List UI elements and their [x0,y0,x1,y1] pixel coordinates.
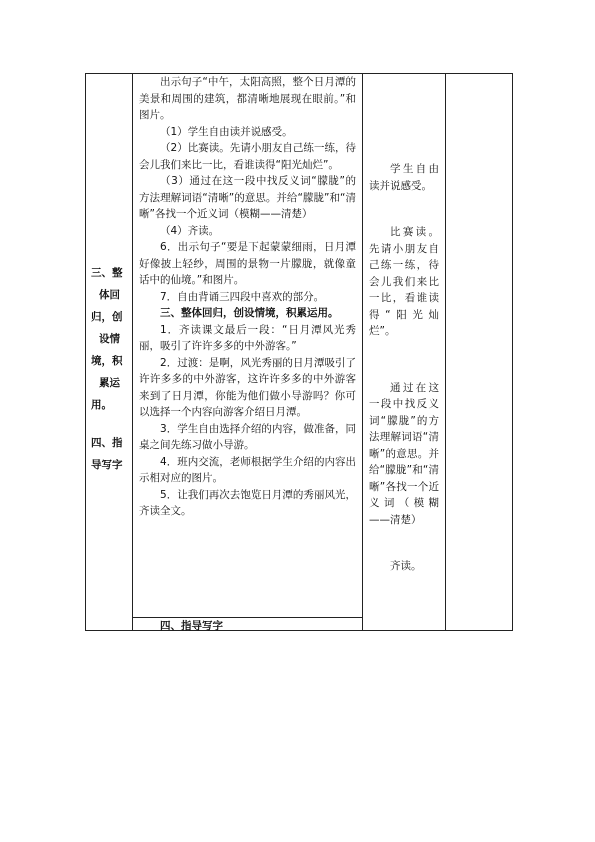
section-heading: 三、整体回归，创设情境，积累运用。 [160,307,339,319]
activity-paragraph: 6．出示句子“要是下起蒙蒙细雨，日月潭好像披上轻纱，周围的景物一片朦胧，就像童话中的仙境。”和图片。 [139,241,356,286]
activity-paragraph: （2）比赛读。先请小朋友自己练一练，待会儿我们来比一比，看谁读得“阳光灿烂”。 [139,142,356,171]
stage-label-line: 四、指 [91,437,123,449]
activity-paragraph: 2．过渡：是啊，风光秀丽的日月潭吸引了许许多多的中外游客，这许许多多的中外游客来到了日月潭，你能为他们做小导游吗？你可以选择一个内容向游客介绍日月潭。 [139,356,356,418]
stage-label-line: 体回 [99,289,120,301]
stage-label-line: 三、整 [91,267,123,279]
notes-column [446,74,513,631]
activity-paragraph: 1．齐读课文最后一段：“日月潭风光秀丽，吸引了许许多多的中外游客。” [139,323,356,352]
activity-paragraph: 4．班内交流，老师根据学生介绍的内容出示相对应的图片。 [139,455,356,484]
lesson-plan-table [85,73,513,631]
activity-paragraph: 5．让我们再次去饱览日月潭的秀丽风光，齐读全文。 [139,488,356,517]
stage-label-line: 导写字 [91,459,123,471]
activity-paragraph: （4）齐读。 [160,224,220,237]
stage-label-line: 归，创 [91,311,123,323]
activity-paragraph: （1）学生自由读并说感受。 [160,125,293,138]
section-heading: 四、指导写字 [160,620,223,632]
activity-paragraph: 7．自由背诵三四段中喜欢的部分。 [160,290,325,303]
student-activity-text: 比赛读。先请小朋友自己练一练，待会儿我们来比一比，看谁读得“阳光灿烂”。 [369,226,439,337]
student-activity-text: 通过在这一段中找反义词“朦胧”的方法理解词语“清晰”的意思。并给“朦胧”和“清晰”各找一个近义词（模糊——清楚） [369,381,439,526]
student-activity-column [363,74,446,631]
student-activity-text: 齐读。 [390,560,422,572]
teacher-activity-column [133,74,363,631]
stage-label-line: 设情 [99,333,120,345]
stage-label-line: 用。 [91,399,112,411]
table-row [86,74,513,631]
student-activity-text: 学生自由读并说感受。 [369,163,439,192]
activity-paragraph: （3）通过在这一段中找反义词“朦胧”的方法理解词语“清晰”的意思。并给“朦胧”和“清晰”各找一个近义词（模糊——清楚） [139,175,356,220]
stage-label-line: 境，积 [91,355,123,367]
final-row [133,617,362,635]
stage-column [86,74,133,631]
activity-paragraph: 3．学生自由选择介绍的内容，做准备，同桌之间先练习做小导游。 [139,422,356,451]
stage-label-line: 累运 [99,377,120,389]
activity-paragraph: 出示句子“中午，太阳高照，整个日月潭的美景和周围的建筑，都清晰地展现在眼前。”和图片。 [139,76,356,121]
